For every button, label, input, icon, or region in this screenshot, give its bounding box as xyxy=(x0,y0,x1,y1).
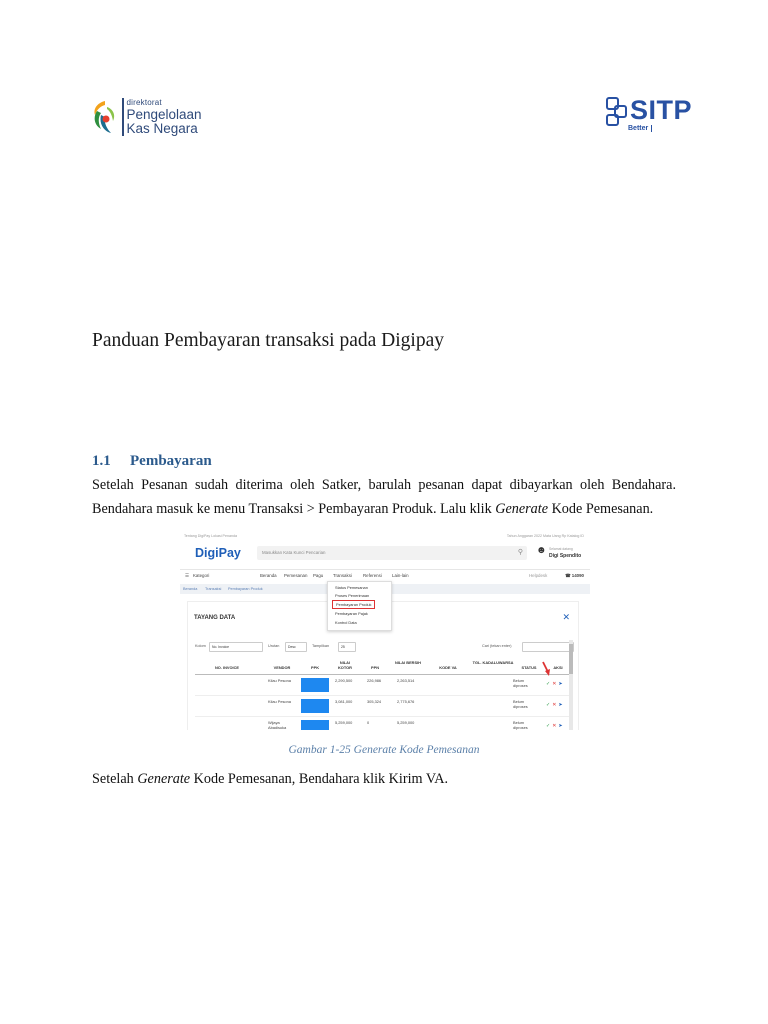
breadcrumb-item[interactable]: Pembayaran Produk xyxy=(228,587,263,591)
col-tgl-kadaluwarsa: TGL. KADALUWARSA xyxy=(472,660,514,665)
nav-transaksi[interactable]: Transaksi xyxy=(333,573,352,578)
leaf-emblem-icon xyxy=(91,97,119,137)
paragraph-1-tail: Kode Pemesanan. xyxy=(548,501,654,517)
urutan-select[interactable] xyxy=(285,642,307,652)
x-icon[interactable]: ✕ xyxy=(552,702,557,708)
paragraph-1-text: Setelah Pesanan sudah diterima oleh Satker, barulah pesanan dapat dibayarkan oleh Bendahara. Bendahara masuk ke menu Transaksi > Pembayaran Produk. Lalu klik xyxy=(92,477,676,517)
cell-ppn: 305,324 xyxy=(367,699,382,704)
transaksi-dropdown xyxy=(327,581,392,631)
nav-referensi[interactable]: Referensi xyxy=(363,573,382,578)
check-icon[interactable]: ✓ xyxy=(546,723,551,729)
logo-line-2: Kas Negara xyxy=(126,121,198,136)
nav-pagu[interactable]: Pagu xyxy=(313,573,324,578)
sitp-emblem-icon xyxy=(606,97,628,127)
hotline-number: 14090 xyxy=(571,573,584,578)
table-row[interactable] xyxy=(195,717,570,730)
user-greeting: Selamat datang xyxy=(549,547,573,551)
breadcrumb-item[interactable]: Beranda xyxy=(183,587,198,591)
logo-line-1: Pengelolaan xyxy=(126,106,202,122)
cell-ppn: 0 xyxy=(367,720,370,725)
col-invoice: NO. INVOICE xyxy=(215,665,239,670)
col-nilai-bersih: NILAI BERSIH xyxy=(395,660,421,665)
djpkn-logo xyxy=(91,97,202,137)
send-icon[interactable]: ➤ xyxy=(558,723,563,729)
section-heading xyxy=(92,453,212,470)
x-icon[interactable]: ✕ xyxy=(552,681,557,687)
row-actions xyxy=(546,681,563,688)
cell-vendor: Wijaya Abadisuka xyxy=(268,720,287,730)
table-filters xyxy=(195,642,575,651)
cell-vendor: Kilau Pesona xyxy=(268,678,291,683)
phone-icon: ☎ xyxy=(565,573,571,578)
digipay-screenshot xyxy=(180,531,590,730)
section-number: 1.1 xyxy=(92,453,111,469)
nav-helpdesk[interactable]: Helpdesk xyxy=(529,573,548,578)
red-arrow-icon xyxy=(542,661,552,677)
paragraph-2 xyxy=(92,767,676,791)
menu-icon[interactable]: ☰ xyxy=(185,573,189,578)
document-title: Panduan Pembayaran transaksi pada Digipay xyxy=(92,330,444,351)
table-row[interactable] xyxy=(195,696,570,717)
sitp-small-print xyxy=(651,125,654,131)
cell-ppk xyxy=(301,720,329,730)
cell-kotor: 2,290,500 xyxy=(335,678,353,683)
logo-wordmark xyxy=(127,99,202,136)
menu-item-pembayaran-pajak[interactable]: Pembayaran Pajak xyxy=(335,611,368,616)
sitp-brand: SITP xyxy=(630,95,693,125)
user-name: Digi Spendito xyxy=(549,553,582,559)
paragraph-2-tail: Kode Pemesanan, Bendahara klik Kirim VA. xyxy=(190,771,449,787)
cell-bersih: 2,775,676 xyxy=(397,699,415,704)
cell-status: Belum diproses xyxy=(513,699,528,710)
cell-ppk xyxy=(301,678,329,692)
close-icon[interactable]: ✕ xyxy=(562,612,570,622)
row-actions xyxy=(546,702,563,709)
col-ppk: PPK xyxy=(311,665,319,670)
sitp-logo xyxy=(606,97,692,132)
paragraph-1-emphasis: Generate xyxy=(495,501,549,517)
sitp-tagline: Better xyxy=(628,125,649,132)
paragraph-2-emphasis: Generate xyxy=(137,771,191,787)
menu-item-pembayaran-produk[interactable]: Pembayaran Produk xyxy=(332,600,375,609)
search-bar[interactable] xyxy=(257,546,527,560)
send-icon[interactable]: ➤ xyxy=(558,702,563,708)
col-kode-va: KODE VA xyxy=(439,665,457,670)
top-strip xyxy=(180,531,590,541)
cell-bersih: 5,259,000 xyxy=(397,720,415,725)
table-scrollbar[interactable] xyxy=(569,640,573,730)
breadcrumb-item[interactable]: Transaksi xyxy=(205,587,222,591)
search-icon[interactable]: ⚲ xyxy=(517,549,523,556)
kolom-select[interactable] xyxy=(209,642,263,652)
nav-kategori[interactable]: Kategori xyxy=(193,573,210,578)
cell-ppk xyxy=(301,699,329,713)
cell-vendor: Kilau Pesona xyxy=(268,699,291,704)
nav-beranda[interactable]: Beranda xyxy=(260,573,277,578)
urutan-label: Urutan xyxy=(268,644,280,648)
table-row[interactable] xyxy=(195,675,570,696)
top-left-links: Tentang DigiPay Lokasi Penanda xyxy=(184,534,237,538)
cell-status: Belum diproses xyxy=(513,720,528,730)
cell-status: Belum diproses xyxy=(513,678,528,689)
tampilkan-select[interactable] xyxy=(338,642,356,652)
send-icon[interactable]: ➤ xyxy=(558,681,563,687)
row-actions xyxy=(546,723,563,730)
table-header xyxy=(195,660,570,675)
col-aksi: AKSI xyxy=(553,665,563,670)
search-table-label: Cari (tekan enter) xyxy=(482,644,512,648)
paragraph-1 xyxy=(92,473,676,521)
digipay-logo: DigiPay xyxy=(195,546,241,560)
tampilkan-value: 25 xyxy=(341,645,345,649)
x-icon[interactable]: ✕ xyxy=(552,723,557,729)
main-nav xyxy=(180,571,590,581)
menu-item-status-pemesanan[interactable]: Status Pemesanan xyxy=(335,585,368,590)
figure-caption: Gambar 1-25 Generate Kode Pemesanan xyxy=(288,744,480,756)
menu-item-proses-penerimaan[interactable]: Proses Penerimaan xyxy=(335,593,370,598)
search-placeholder: Masukkan Kata Kunci Pencarian xyxy=(262,550,326,555)
nav-lain-lain[interactable]: Lain-lain xyxy=(392,573,409,578)
user-icon: ☻ xyxy=(536,545,547,556)
col-vendor: VENDOR xyxy=(273,665,291,670)
tampilkan-label: Tampilkan xyxy=(312,644,330,648)
check-icon[interactable]: ✓ xyxy=(546,681,551,687)
col-ppn: PPN xyxy=(371,665,379,670)
col-nilai-kotor: NILAI KOTOR xyxy=(338,660,352,671)
nav-divider xyxy=(180,569,590,570)
panel-title: TAYANG DATA xyxy=(194,615,236,621)
logo-small-text: direktorat xyxy=(126,97,162,107)
kolom-label: Kolom xyxy=(195,644,206,648)
paragraph-2-text: Setelah xyxy=(92,771,138,787)
kolom-value: No. Invoice xyxy=(212,645,229,649)
nav-hotline[interactable] xyxy=(565,573,584,579)
menu-item-kontrol-data[interactable]: Kontrol Data xyxy=(335,620,357,625)
search-table-input[interactable] xyxy=(522,642,574,652)
cell-bersih: 2,263,514 xyxy=(397,678,415,683)
cell-ppn: 226,986 xyxy=(367,678,382,683)
section-title: Pembayaran xyxy=(130,453,212,469)
nav-pemesanan[interactable]: Pemesanan xyxy=(284,573,308,578)
cell-kotor: 5,259,000 xyxy=(335,720,353,725)
urutan-value: Desc xyxy=(288,645,296,649)
top-right-info: Tahun Anggaran 2022 Mata Uang Rp Katalog ID xyxy=(506,534,584,538)
check-icon[interactable]: ✓ xyxy=(546,702,551,708)
cell-kotor: 3,081,000 xyxy=(335,699,353,704)
col-status: STATUS xyxy=(521,665,537,670)
scrollbar-thumb[interactable] xyxy=(569,644,573,674)
logo-divider xyxy=(122,98,124,136)
